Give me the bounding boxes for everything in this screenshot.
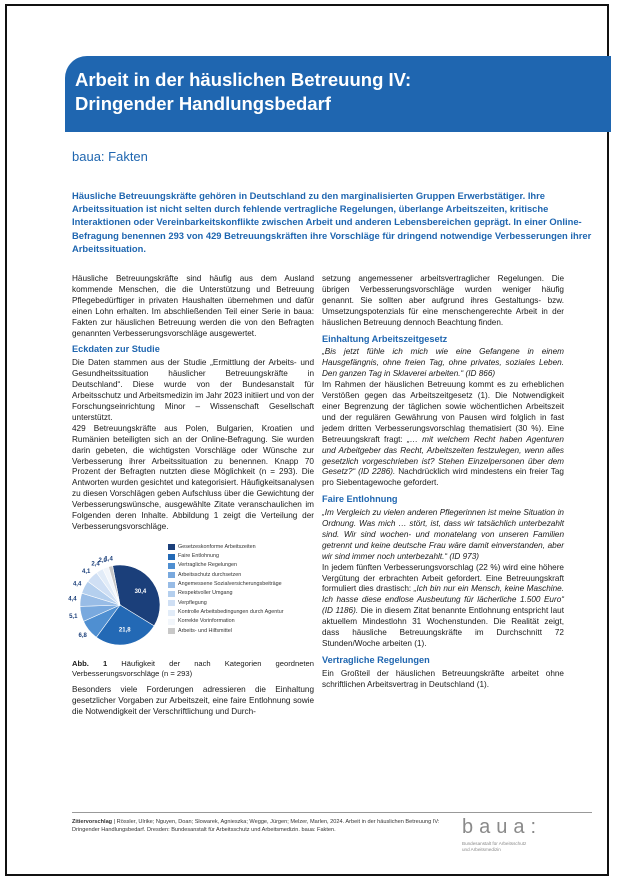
pie-chart-figure: [68, 541, 314, 657]
page-title: [75, 68, 411, 116]
legend-entry-4: [168, 571, 318, 580]
pie-label-1: 30,4: [134, 588, 147, 595]
legend-entry-5: [168, 580, 318, 589]
quote-1186: „Ich bin nur ein Mensch, keine Maschine. Ich hasse diese endlose Ausbeutung für lächerliche 1.500 Euro“ (ID 1186).: [322, 584, 564, 616]
heading-entlohnung: Faire Entlohnung: [322, 494, 398, 505]
legend-entry-6: [168, 589, 318, 598]
continuation-paragraph: setzung angemessener arbeitsvertraglicher Regelungen. Die übrigen Verbesserungsvorschläge wurden weniger häufig genannt. Sie sollten aber aufgrund ihres Gestaltungs- bzw. Umsetzungspotenzials für eine menschengerechte Arbeit in der häuslichen Betreuung dennoch Beachtung finden.: [322, 274, 564, 327]
legend-swatch-1: [168, 544, 175, 550]
findings-paragraph: Besonders viele Forderungen adressieren die Einhaltung gesetzlicher Vorgaben zur Arbeitszeit, eine faire Entlohnung sowie die Notwendigkeit der Verschriftlichung und Durch-: [72, 684, 314, 716]
heading-vertraege: Vertragliche Regelungen: [322, 654, 430, 665]
logo-subline-1: Bundesanstalt für Arbeitsschutz: [462, 841, 527, 846]
arbeitszeit-text-a: Im Rahmen der häuslichen Betreuung kommt es zu erheblichen Verstößen gegen das Arbeitszeitgesetz (1). Die Notwendigkeit einer Begrenzung der täglichen sowie wöchentlichen Arbeitszeit und der regulären Gewährung von Pausen wird folglich in fast jedem dritten Verbesserungsvorschlag thematisiert (30 %). Eine Betreuungskraft fragt:: [322, 380, 564, 444]
citation-text: | Rössler, Ulrike; Nguyen, Doan; Slowarek, Agnieszka; Wegge, Jürgen; Melzer, Marlen, 2024. Arbeit in der häuslichen Betreuung IV: Dringender Handlungsbedarf. Dresden: Bundesanstalt für Arbeitsschutz und Arbeitsmedizin. baua: Fakten.: [72, 819, 440, 833]
caption-text: Häufigkeit der nach Kategorien geordneten Verbesserungsvorschläge (n = 293): [72, 658, 314, 678]
legend-entry-2: [168, 552, 318, 561]
pie-label-6: 4,4: [72, 581, 82, 588]
vertraege-paragraph: Ein Großteil der häuslichen Betreuungskräfte arbeitet ohne schriftlichen Arbeitsvertrag in Deutschland (1).: [322, 668, 564, 689]
title-line-1: Arbeit in der häuslichen Betreuung IV:: [75, 69, 412, 90]
pie-label-2: 21,8: [118, 627, 131, 634]
logo-wordmark: baua:: [462, 816, 543, 838]
figure-caption: [72, 659, 314, 679]
lead-paragraph: Häusliche Betreuungskräfte gehören in Deutschland zu den marginalisierten Gruppen Erwerbstätiger. Ihre Arbeitssituation ist nicht selten durch fehlende vertragliche Regelungen, überlange Arbeitszeiten, kritische Interaktionen oder Vereinbarkeitskonflikte zwischen Arbeit und anderen Lebensbereichen geprägt. In einer Online-Befragung benennen 293 von 429 Betreuungskräften ihre Vorschläge für dringend notwendige Verbesserungen ihrer Arbeitssituation.: [72, 190, 592, 254]
pie-label-4: 5,1: [69, 613, 78, 620]
entlohnung-paragraph: [322, 563, 564, 650]
legend-entry-10: [168, 627, 318, 636]
legend-label-4: Arbeitsschutz durchsetzen: [178, 571, 242, 578]
legend-swatch-4: [168, 572, 175, 578]
citation: [72, 818, 452, 834]
quote-866: „Bis jetzt fühle ich mich wie eine Gefangene in einem Hausgefängnis, ohne freien Tag, ohne privates, soziales Leben. Den ganzen Tag in Sklaverei arbeiten.“ (ID 866): [322, 347, 564, 379]
quote-973: „Im Vergleich zu vielen anderen Pflegerinnen ist meine Situation in Ordnung. Was mich … stört, ist, dass wir tatsächlich unterbezahlt sind. Wir sind wochen- und monatelang von unseren Familien getrennt und keine deutsche Frau wäre damit einverstanden, aber wir sind immer noch unterbezahlt.“ (ID 973): [322, 508, 564, 561]
legend-entry-9: [168, 617, 318, 626]
legend-label-6: Respektvoller Umgang: [178, 590, 233, 597]
method-paragraph: 429 Betreuungskräfte aus Polen, Bulgarien, Kroatien und Rumänien beteiligten sich an der Online-Befragung. Sie wurden darin gebeten, die wichtigsten Vorschläge oder Wünsche zur Verbesserung ihrer Arbeitssituation zu benennen. Knapp 70 Prozent der Befragten nutzten diese Möglichkeit (n = 293). Die Antworten wurden gesichtet und kategorisiert. Häufigkeitsanalysen zu diesen Vorschlägen geben Aufschluss über die Gewichtung der Verbesserungswünsche, ausgewählte Zitate veranschaulichen im Folgenden deren Inhalte. Abbildung 1 zeigt die Verteilung der Verbesserungsvorschläge.: [72, 423, 314, 531]
legend-swatch-6: [168, 591, 175, 597]
logo-subline-2: und Arbeitsmedizin: [462, 846, 501, 852]
heading-arbeitszeit: Einhaltung Arbeitszeitgesetz: [322, 333, 448, 344]
study-paragraph: Die Daten stammen aus der Studie „Ermittlung der Arbeits- und Gesundheitssituation häuslicher Betreuungskräfte in Deutschland“. Diese wurde von der Bundesanstalt für Arbeitsschutz und Arbeitsmedizin im Jahr 2023 initiiert und von der Forschungseinrichtung Minor – Wissenschaft Gesellschaft unterstützt.: [72, 358, 314, 422]
legend-entry-3: [168, 561, 318, 570]
left-column: [68, 274, 314, 718]
legend-entry-7: [168, 599, 318, 608]
pie-label-9: 2,0: [98, 558, 107, 565]
document-page: [5, 4, 609, 876]
pie-label-7: 4,1: [82, 568, 91, 575]
legend-swatch-3: [168, 563, 175, 569]
quote-2286: „… mit welchem Recht haben Agenturen und Arbeitgeber das Recht, Arbeitszeiten festzulegen, wenn alles gesetzlich vorgeschrieben ist? Stehen Einzelpersonen über dem Gesetz?“ (ID 2286).: [322, 434, 564, 477]
chart-legend: [168, 543, 318, 636]
pie-label-10: 1,4: [104, 556, 113, 563]
legend-swatch-5: [168, 582, 175, 588]
arbeitszeit-paragraph: [322, 380, 564, 489]
title-banner: [65, 56, 611, 132]
legend-label-2: Faire Entlohnung: [178, 553, 220, 560]
pie-label-3: 6,8: [78, 633, 87, 640]
citation-label: Zitiervorschlag: [72, 819, 113, 825]
title-line-2: Dringender Handlungsbedarf: [75, 93, 331, 114]
legend-entry-1: [168, 543, 318, 552]
legend-entry-8: [168, 608, 318, 617]
pie-chart: [68, 541, 168, 653]
legend-label-1: Gesetzeskonforme Arbeitszeiten: [178, 543, 256, 550]
legend-label-3: Vertragliche Regelungen: [178, 562, 238, 569]
legend-label-10: Arbeits- und Hilfsmittel: [178, 627, 232, 634]
logo-subline: [462, 841, 592, 852]
caption-label: Abb. 1: [72, 658, 108, 668]
legend-label-7: Verpflegung: [178, 599, 207, 606]
pie-label-5: 4,4: [68, 596, 77, 603]
legend-label-9: Korrekte Vorinformation: [178, 618, 235, 625]
arbeitszeit-text-b: Nachdrücklich wird mindestens ein freier Tag pro Siebentagewoche gefordert.: [322, 467, 564, 488]
footer-divider: [72, 812, 592, 813]
legend-swatch-7: [168, 600, 175, 606]
legend-swatch-10: [168, 628, 175, 634]
series-subtitle: baua: Fakten: [72, 149, 148, 164]
legend-swatch-2: [168, 554, 175, 560]
intro-paragraph: Häusliche Betreuungskräfte sind häufig aus dem Ausland kommende Menschen, die die Unterstützung und Betreuung Pflegebedürftiger in privaten Haushalten übernehmen und dafür einen Lohn erhalten. Im abschließenden Teil einer Serie in baua: Fakten zur häuslichen Betreuung werden die von den Befragten genannten Verbesserungsvorschläge ausgewertet.: [72, 274, 314, 338]
entlohnung-text-b: Die in diesem Zitat benannte Entlohnung entspricht laut aktuellem Mindestlohn 31 Wochenstunden. Die Realität zeigt, dass häusliche Betreuungskräfte im Durchschnitt 72 Stunden/Woche arbeiten (1).: [322, 606, 565, 648]
baua-logo: [462, 816, 592, 856]
entlohnung-text-a: In jedem fünften Verbesserungsvorschlag (22 %) wird eine höhere Vergütung der erbrachten Arbeit gefordert. Eine Betreuungskraft formuliert dies drastisch:: [322, 562, 564, 594]
legend-swatch-9: [168, 619, 175, 625]
heading-eckdaten: Eckdaten zur Studie: [72, 344, 160, 355]
legend-label-8: Kontrolle Arbeitsbedingungen durch Agentur: [178, 608, 284, 615]
legend-swatch-8: [168, 610, 175, 616]
legend-label-5: Angemessene Sozialversicherungsbeiträge: [178, 581, 282, 588]
right-column: [322, 274, 564, 691]
pie-label-8: 2,4: [91, 561, 100, 568]
